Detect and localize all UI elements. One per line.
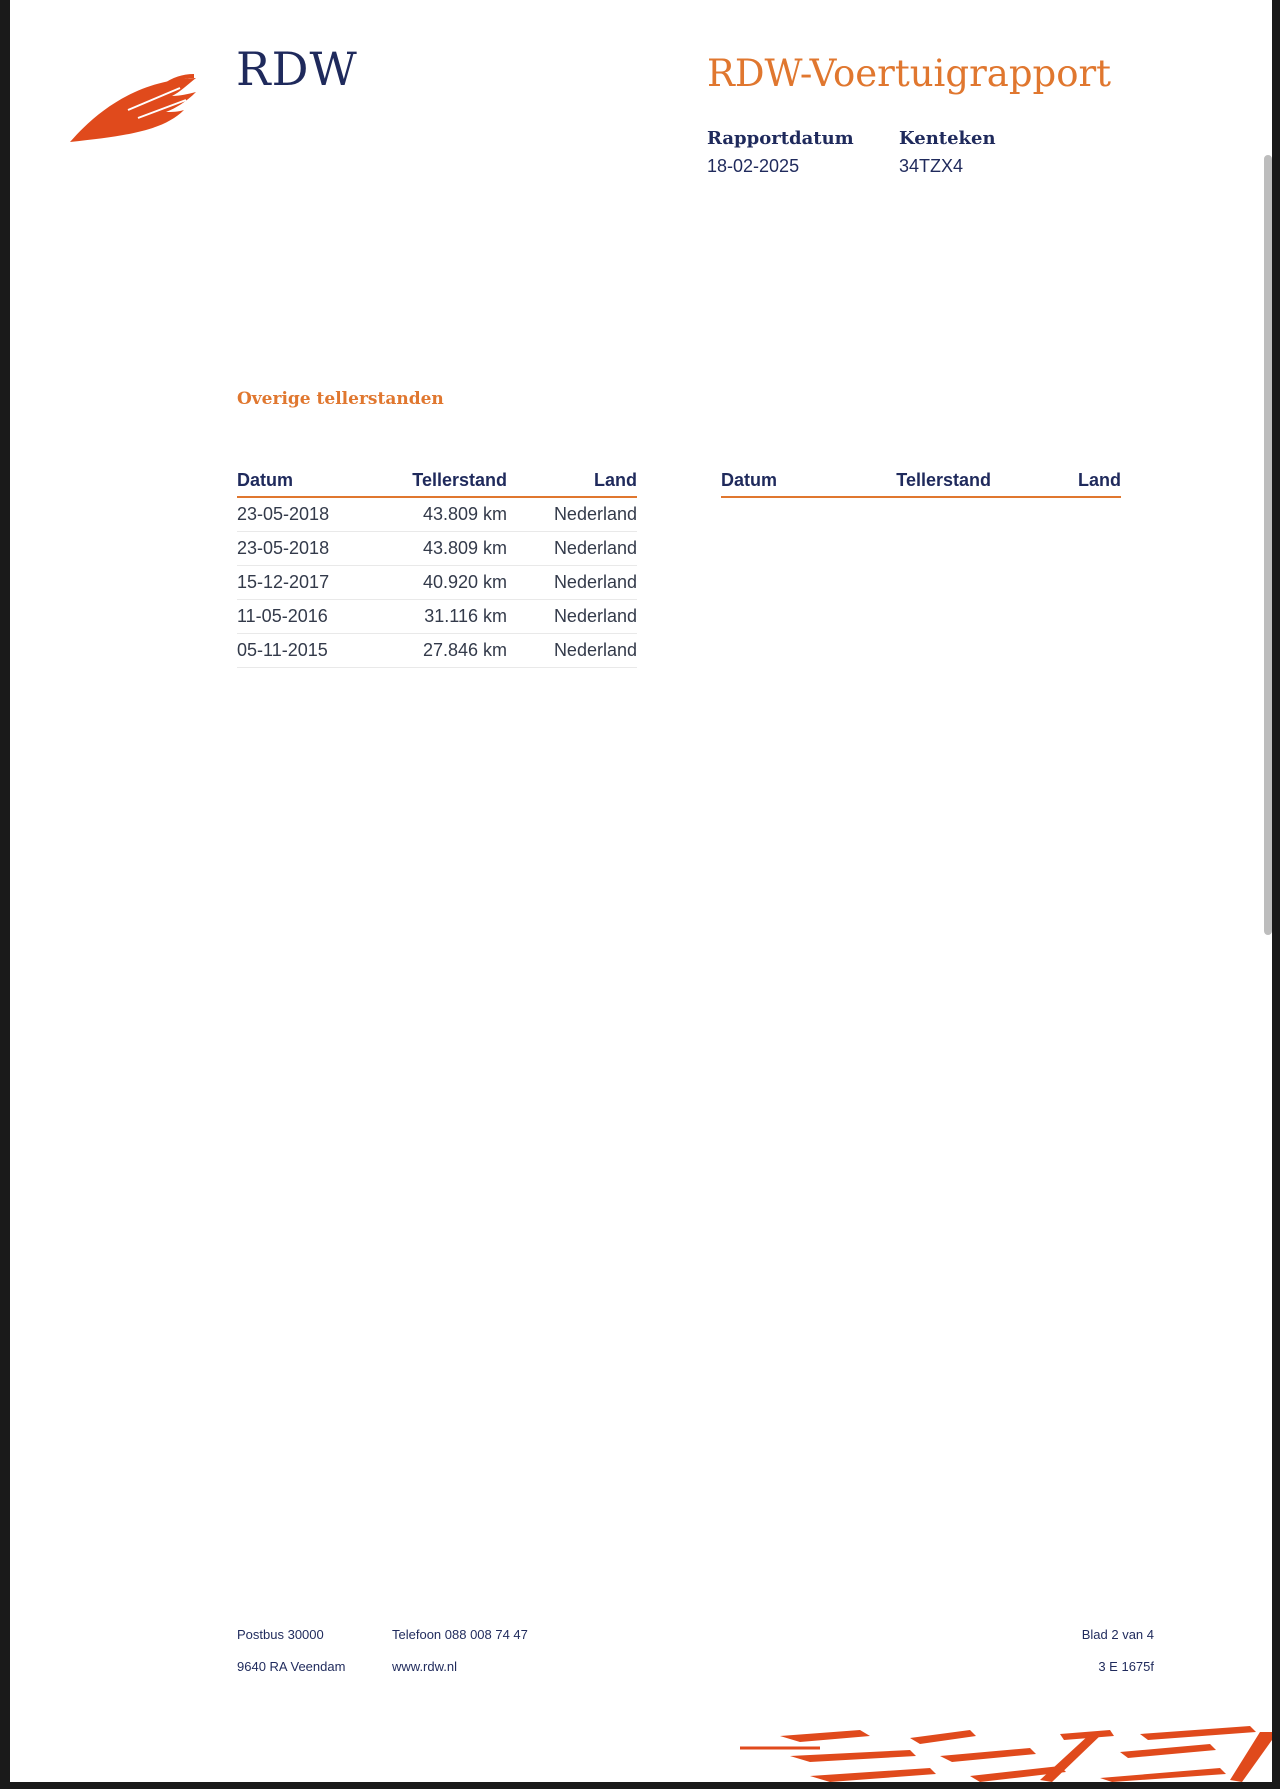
- table-row: [237, 634, 637, 668]
- footer-city: 9640 RA Veendam: [237, 1659, 346, 1674]
- report-date-label: Rapportdatum: [707, 128, 854, 149]
- table-row: [237, 600, 637, 634]
- odometer-table: [237, 470, 637, 668]
- plate-value: 34TZX4: [899, 156, 964, 176]
- footer-phone: Telefoon 088 008 74 47: [392, 1627, 528, 1642]
- cell-tellerstand: 31.116 km: [424, 606, 507, 626]
- footer-code: 3 E 1675f: [1098, 1659, 1154, 1674]
- cell-land: Nederland: [553, 504, 637, 524]
- column-header-datum: Datum: [721, 470, 778, 490]
- cell-datum: 05-11-2015: [237, 640, 328, 660]
- footer-postbus: Postbus 30000: [237, 1627, 324, 1642]
- cell-datum: 15-12-2017: [237, 572, 330, 592]
- column-header-tellerstand: Tellerstand: [896, 470, 991, 490]
- cell-land: Nederland: [553, 640, 637, 660]
- cell-datum: 11-05-2016: [237, 606, 328, 626]
- rdw-logo-icon: [68, 70, 228, 150]
- cell-tellerstand: 40.920 km: [422, 572, 507, 592]
- cell-datum: 23-05-2018: [237, 538, 330, 558]
- table-row: [237, 566, 637, 600]
- table-row: [237, 498, 637, 532]
- table-row: [237, 532, 637, 566]
- footer-website[interactable]: www.rdw.nl: [392, 1659, 458, 1674]
- column-header-land: Land: [1078, 470, 1121, 490]
- odometer-table-right: [721, 470, 1121, 498]
- plate-label: Kenteken: [899, 128, 996, 149]
- brand-name: RDW: [236, 42, 358, 96]
- report-title: RDW-Voertuigrapport: [707, 52, 1112, 95]
- report-page: [10, 0, 1272, 1782]
- cell-datum: 23-05-2018: [237, 504, 330, 524]
- footer-page-number: Blad 2 van 4: [1081, 1627, 1154, 1642]
- table-header: [237, 470, 637, 498]
- column-header-tellerstand: Tellerstand: [412, 470, 507, 490]
- rdw-stripes-icon: [740, 1720, 1272, 1782]
- section-title: Overige tellerstanden: [237, 389, 444, 409]
- report-date-value: 18-02-2025: [707, 156, 800, 176]
- cell-tellerstand: 27.846 km: [422, 640, 507, 660]
- column-header-datum: Datum: [237, 470, 294, 490]
- cell-tellerstand: 43.809 km: [422, 504, 507, 524]
- cell-land: Nederland: [553, 606, 637, 626]
- cell-land: Nederland: [553, 538, 637, 558]
- table-header: [721, 470, 1121, 498]
- cell-land: Nederland: [553, 572, 637, 592]
- column-header-land: Land: [594, 470, 637, 490]
- scrollbar[interactable]: [1264, 155, 1272, 935]
- cell-tellerstand: 43.809 km: [422, 538, 507, 558]
